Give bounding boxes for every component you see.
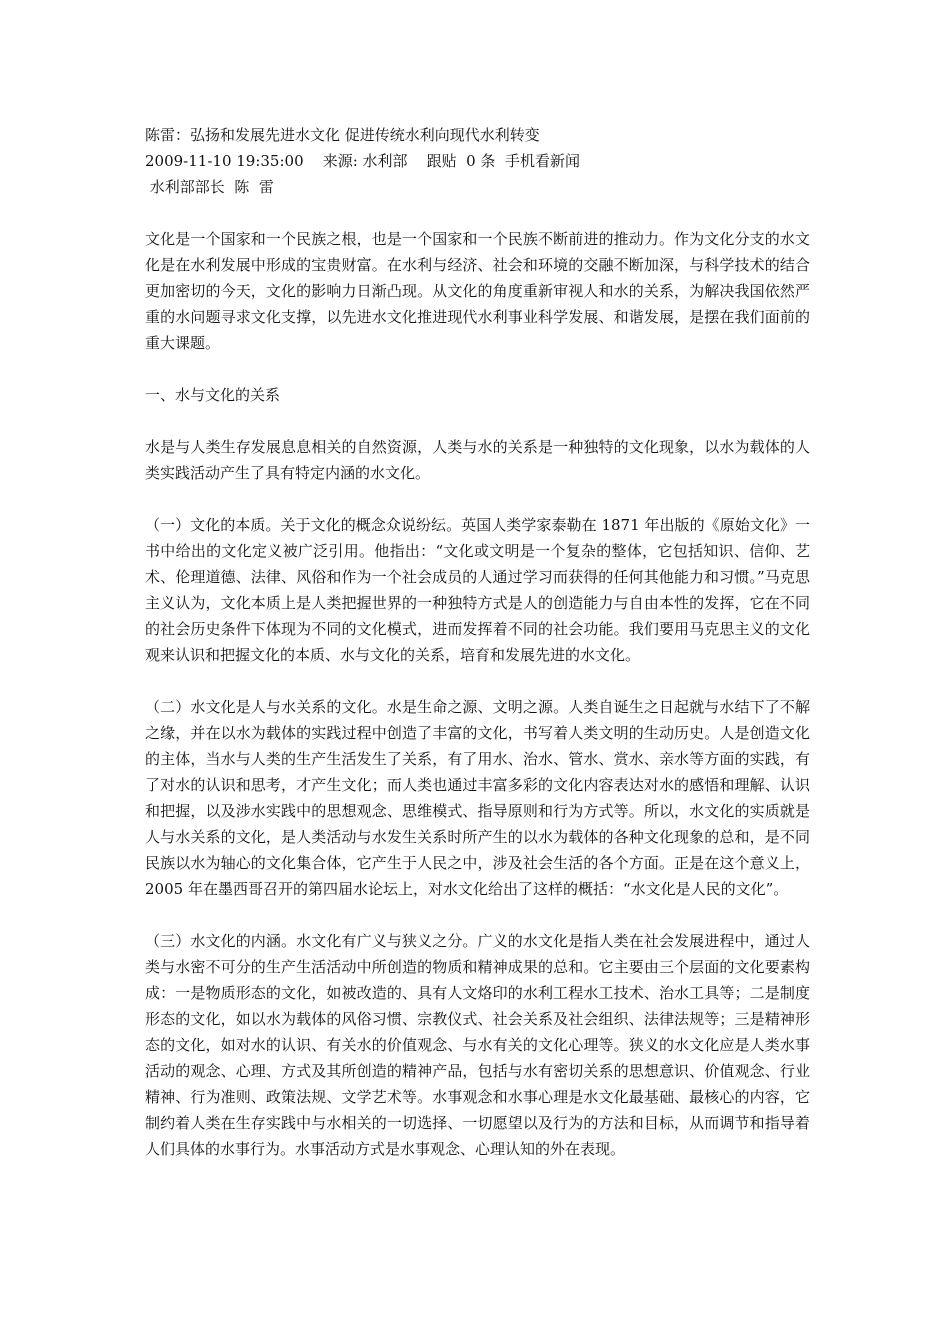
paragraph-water-culture: 水是与人类生存发展息息相关的自然资源，人类与水的关系是一种独特的文化现象，以水为载体的人类实践活动产生了具有特定内涵的水文化。 xyxy=(145,438,810,482)
spacer xyxy=(145,356,810,382)
paragraph-culture-essence: （一）文化的本质。关于文化的概念众说纷纭。英国人类学家泰勒在 1871 年出版的《原始文化》一书中给出的文化定义被广泛引用。他指出：“文化或文明是一个复杂的整体，它包括知识、信仰、艺术、伦理道德、法律、风俗和作为一个社会成员的人通过学习而获得的任何其他能力和习惯。”马克思主义认为，文化本质上是人类把握世界的一种独特方式是人的创造能力与自由本性的发挥，它在不同的社会历史条件下体现为不同的文化模式，进而发挥着不同的社会功能。我们要用马克思主义的文化观来认识和把握文化的本质、水与文化的关系，培育和发展先进的水文化。 xyxy=(145,516,810,664)
section-heading: 一、水与文化的关系 xyxy=(145,386,281,404)
spacer xyxy=(145,902,810,928)
paragraph-intro: 文化是一个国家和一个民族之根，也是一个国家和一个民族不断前进的推动力。作为文化分支的水文化是在水利发展中形成的宝贵财富。在水利与经济、社会和环境的交融不断加深，与科学技术的结合更加密切的今天，文化的影响力日渐凸现。从文化的角度重新审视人和水的关系，为解决我国依然严重的水问题寻求文化支撑，以先进水文化推进现代水利事业科学发展、和谐发展，是摆在我们面前的重大课题。 xyxy=(145,230,810,352)
article-title: 陈雷：弘扬和发展先进水文化 促进传统水利向现代水利转变 xyxy=(145,126,540,144)
spacer xyxy=(145,668,810,694)
paragraph-connotation: （三）水文化的内涵。水文化有广义与狭义之分。广义的水文化是指人类在社会发展进程中，通过人类与水密不可分的生产生活活动中所创造的物质和精神成果的总和。它主要由三个层面的文化要素构成：一是物质形态的文化，如被改造的、具有人文烙印的水利工程水工技术、治水工具等；二是制度形态的文化，如以水为载体的风俗习惯、宗教仪式、社会关系及社会组织、法律法规等；三是精神形态的文化，如对水的认识、有关水的价值观念、与水有关的文化心理等。狭义的水文化应是人类水事活动的观念、心理、方式及其所创造的精神产品，包括与水有密切关系的思想意识、价值观念、行业精神、行为准则、政策法规、文学艺术等。水事观念和水事心理是水文化最基础、最核心的内容，它制约着人类在生存实践中与水相关的一切选择、一切愿望以及行为的方法和目标，从而调节和指导着人们具体的水事行为。水事活动方式是水事观念、心理认知的外在表现。 xyxy=(145,932,810,1158)
article xyxy=(145,122,810,1162)
paragraph-human-water: （二）水文化是人与水关系的文化。水是生命之源、文明之源。人类自诞生之日起就与水结下了不解之缘，并在以水为载体的实践过程中创造了丰富的文化，书写着人类文明的生动历史。人是创造文化的主体，当水与人类的生产生活发生了关系，有了用水、治水、管水、赏水、亲水等方面的实践，有了对水的认识和思考，才产生文化；而人类也通过丰富多彩的文化内容表达对水的感悟和理解、认识和把握，以及涉水实践中的思想观念、思维模式、指导原则和行为方式等。所以，水文化的实质就是人与水关系的文化，是人类活动与水发生关系时所产生的以水为载体的各种文化现象的总和，是不同民族以水为轴心的文化集合体，它产生于人民之中，涉及社会生活的各个方面。正是在这个意义上，2005 年在墨西哥召开的第四届水论坛上，对水文化给出了这样的概括：“水文化是人民的文化”。 xyxy=(145,698,810,898)
spacer xyxy=(145,408,810,434)
article-author: 水利部部长 陈 雷 xyxy=(145,178,274,196)
spacer xyxy=(145,486,810,512)
spacer xyxy=(145,200,810,226)
article-meta: 2009-11-10 19:35:00 来源: 水利部 跟贴 0 条 手机看新闻 xyxy=(145,152,580,170)
